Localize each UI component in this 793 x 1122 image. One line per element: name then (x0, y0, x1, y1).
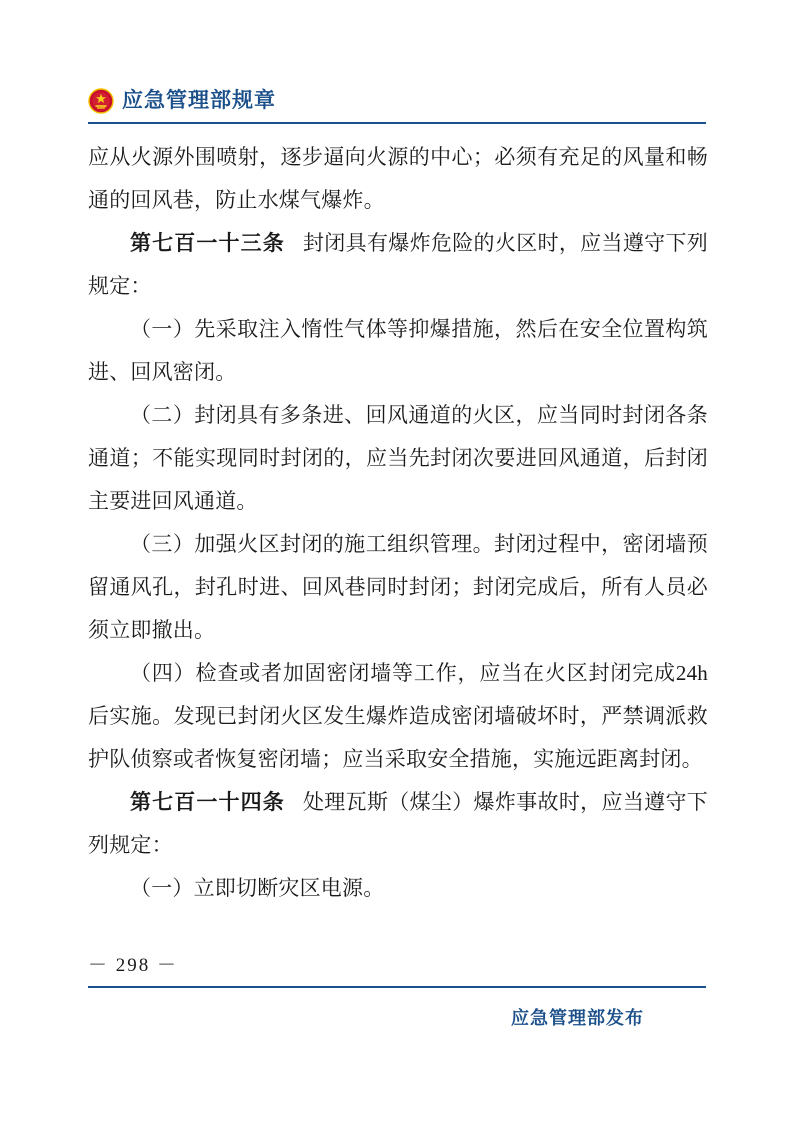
document-body (88, 136, 708, 910)
article-number: 第七百一十三条 (130, 231, 285, 255)
paragraph-article-714 (88, 781, 708, 867)
paragraph-continued: 应从火源外围喷射，逐步逼向火源的中心；必须有充足的风量和畅通的回风巷，防止水煤气爆炸。 (88, 145, 708, 212)
article-text: 处理瓦斯（煤尘）爆炸事故时，应当遵守下列规定： (88, 790, 708, 857)
publisher-label: 应急管理部发布 (511, 1008, 644, 1029)
footer-divider (88, 986, 706, 988)
header-divider (88, 122, 706, 124)
paragraph-713-item-3: （三）加强火区封闭的施工组织管理。封闭过程中，密闭墙预留通风孔，封孔时进、回风巷同时封闭；封闭完成后，所有人员必须立即撤出。 (88, 532, 708, 642)
header-title: 应急管理部规章 (122, 87, 276, 112)
paragraph-713-item-4: （四）检查或者加固密闭墙等工作，应当在火区封闭完成24h后实施。发现已封闭火区发生爆炸造成密闭墙破坏时，严禁调派救护队侦察或者恢复密闭墙；应当采取安全措施，实施远距离封闭。 (88, 661, 708, 771)
paragraph-713-item-2: （二）封闭具有多条进、回风通道的火区，应当同时封闭各条通道；不能实现同时封闭的，应当先封闭次要进回风通道，后封闭主要进回风通道。 (88, 403, 708, 513)
page-header (88, 78, 706, 122)
paragraph-article-713 (88, 222, 708, 308)
article-number: 第七百一十四条 (130, 790, 285, 814)
page-number: － 298 － (88, 955, 179, 976)
paragraph-714-item-1: （一）立即切断灾区电源。 (130, 876, 385, 900)
national-emblem-icon (88, 88, 114, 114)
paragraph-713-item-1: （一）先采取注入惰性气体等抑爆措施，然后在安全位置构筑进、回风密闭。 (88, 317, 708, 384)
article-text: 封闭具有爆炸危险的火区时，应当遵守下列规定： (88, 231, 708, 298)
